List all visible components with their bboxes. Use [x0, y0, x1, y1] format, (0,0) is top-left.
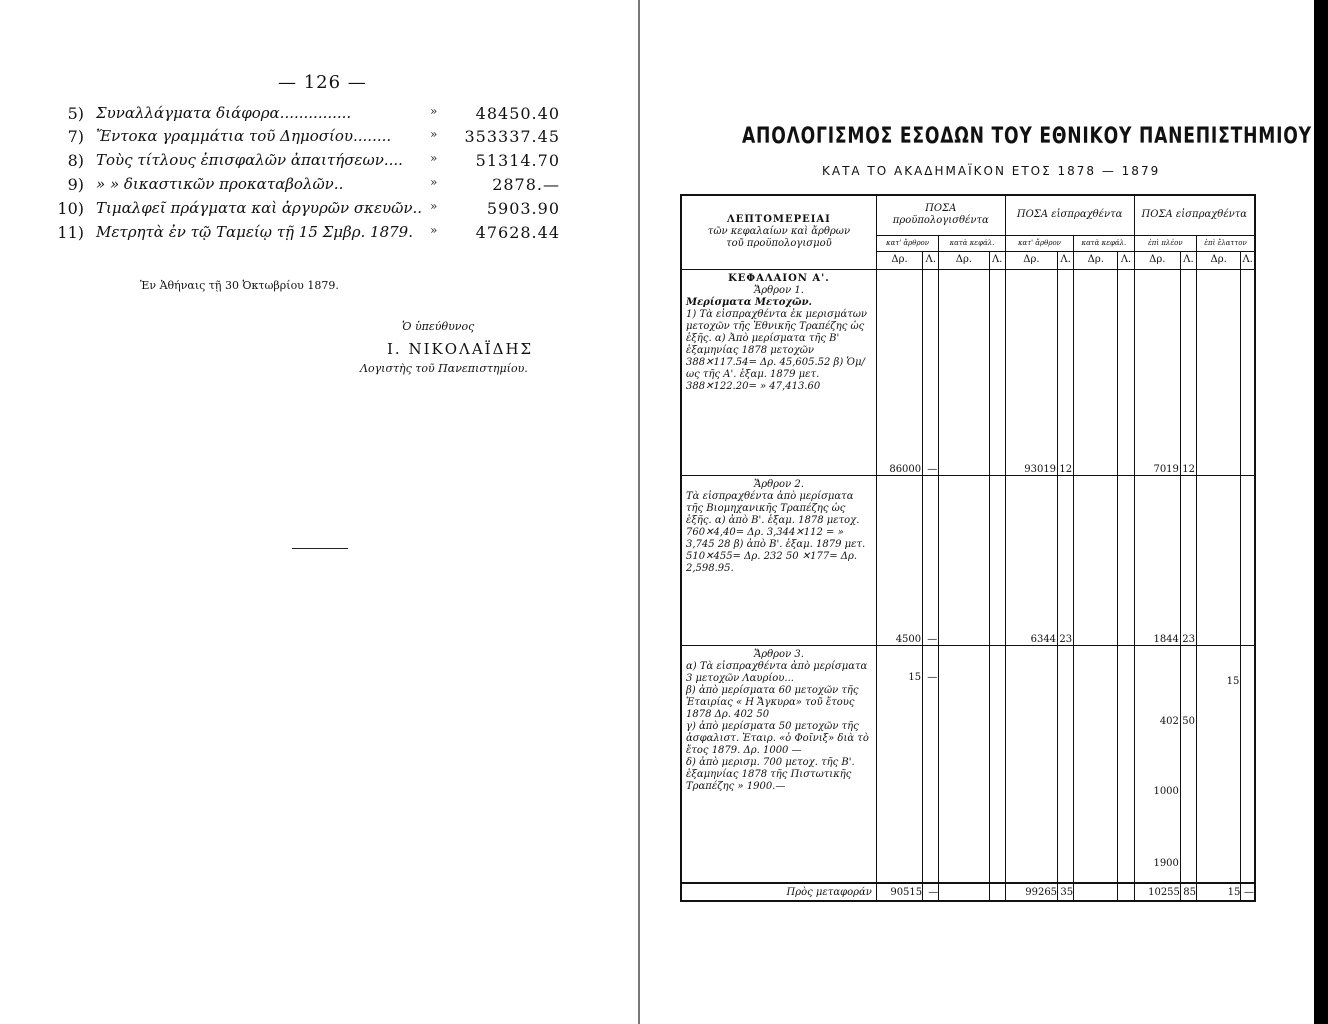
- budget-chapter-dr: [939, 645, 989, 883]
- article-text-b: β) ἀπὸ μερίσματα 60 μετοχῶν τῆς Ἑταιρίας « Η Ἄγκυρα» τοῦ ἔτους 1878 Δρ. 402 50: [686, 684, 859, 720]
- collected-dr: 6344: [1005, 475, 1057, 645]
- left-page: [0, 0, 640, 1024]
- article-text-c: γ) ἀπὸ μερίσματα 50 μετοχῶν τῆς ἀσφαλιστ. Ἑταιρ. «ὁ Φοῖνιξ» διὰ τὸ ἔτος 1879. Δρ. 1000 —: [686, 720, 869, 756]
- more-l: 23: [1180, 475, 1196, 645]
- more-dr: 7019: [1134, 269, 1180, 475]
- collected-l: 23: [1058, 475, 1074, 645]
- total-more-l: 85: [1180, 883, 1196, 901]
- collected-chapter-l: [1118, 645, 1134, 883]
- signatory-name: Ι. ΝΙΚΟΛΑΪΔΗΣ: [387, 340, 534, 358]
- sub-collected-article: κατ' ἄρθρον: [1005, 235, 1073, 251]
- total-less-l: —: [1241, 883, 1255, 901]
- more-spacer: [1136, 798, 1179, 858]
- more-spacer: [1136, 728, 1179, 786]
- total-more-dr: 10255: [1134, 883, 1180, 901]
- collected-chapter-dr: [1074, 645, 1118, 883]
- less-dr: 15: [1197, 645, 1241, 883]
- table-header-row: [681, 195, 1255, 235]
- less-dr: [1197, 269, 1241, 475]
- collected-l: [1058, 645, 1074, 883]
- header-desc-sub2: τοῦ προϋπολογισμοῦ: [726, 238, 832, 250]
- unit-l: Λ.: [1241, 251, 1255, 269]
- carry-forward-label: Πρὸς μεταφοράν: [681, 883, 876, 901]
- article-heading: Μερίσματα Μετοχῶν.: [686, 296, 812, 308]
- list-item: [40, 223, 600, 245]
- more-spacer: [1136, 646, 1179, 716]
- less-l: [1241, 645, 1255, 883]
- assets-list: [40, 104, 600, 244]
- page-title: ΑΠΟΛΟΓΙΣΜΟΣ ΕΣΟΔΩΝ ΤΟΥ ΕΘΝΙΚΟΥ ΠΑΝΕΠΙΣΤΗΜΙΟΥ: [742, 124, 1312, 149]
- more-l: 12: [1180, 269, 1196, 475]
- header-desc-sub1: τῶν κεφαλαίων καὶ ἄρθρων: [707, 226, 851, 238]
- collected-chapter-l: [1118, 475, 1134, 645]
- item-number: 9): [67, 175, 84, 194]
- unit-dr: Δρ.: [1005, 251, 1057, 269]
- budget-chapter-l: [989, 645, 1005, 883]
- article-text-a: α) Τὰ εἰσπραχθέντα ἀπὸ μερίσματα 3 μετοχῶν Λαυρίου...: [686, 660, 868, 684]
- budget-dr: 15: [876, 645, 922, 883]
- unit-dr: Δρ.: [1074, 251, 1118, 269]
- collected-chapter-l: [1118, 269, 1134, 475]
- page-subtitle: ΚΑΤΑ ΤΟ ΑΚΑΔΗΜΑΪΚΟΝ ΕΤΟΣ 1878 — 1879: [822, 164, 1161, 178]
- more-d-dr: 1900: [1153, 857, 1179, 869]
- place-date: Ἐν Ἀθήναις τῇ 30 Ὀκτωβρίου 1879.: [140, 279, 339, 292]
- sub-more: ἐπὶ πλέον: [1134, 235, 1196, 251]
- item-mark: »: [430, 175, 438, 189]
- unit-dr: Δρ.: [1134, 251, 1180, 269]
- collected-chapter-dr: [1074, 475, 1118, 645]
- article-3-description: [681, 645, 876, 883]
- sub-budget-article: κατ' ἄρθρον: [876, 235, 938, 251]
- item-number: 10): [57, 199, 84, 218]
- item-amount: 51314.70: [475, 151, 560, 170]
- total-collected-chapter-l: [1118, 883, 1134, 901]
- unit-dr: Δρ.: [876, 251, 922, 269]
- budget-chapter-l: [989, 475, 1005, 645]
- budget-l: —: [923, 645, 939, 883]
- more-spacer: [1182, 646, 1195, 716]
- collected-dr: 93019: [1005, 269, 1057, 475]
- item-mark: »: [430, 151, 438, 165]
- item-amount: 2878.—: [492, 175, 560, 194]
- article-text: 1) Τὰ εἰσπραχθέντα ἐκ μερισμάτων μετοχῶν τῆς Ἐθνικῆς Τραπέζης ὡς ἑξῆς. α) Ἀπὸ μερίσματα τῆς Β' ἑξαμηνίας 1878 μετοχῶν 388✕117.54= Δρ. 45,605.52 β) Ὁμ/ως τῆς Α'. ἑξαμ. 1879 μετ. 388✕122.20= » 47,413.60: [686, 308, 867, 392]
- item-text: Συναλλάγματα διάφορα...............: [96, 104, 352, 122]
- collected-chapter-dr: [1074, 269, 1118, 475]
- header-collected-diff: ΠΟΣΑ εἰσπραχθέντα: [1134, 195, 1255, 235]
- more-l: [1180, 645, 1196, 883]
- sub-collected-chapter: κατὰ κεφάλ.: [1074, 235, 1134, 251]
- total-budget-chapter-dr: [939, 883, 989, 901]
- item-number: 11): [57, 223, 84, 242]
- article-2-description: [681, 475, 876, 645]
- more-b-l: 50: [1182, 715, 1196, 727]
- item-text: Τιμαλφεῖ πράγματα καὶ ἀργυρῶν σκευῶν..: [96, 199, 423, 217]
- article-1-description: [681, 269, 876, 475]
- list-item: [40, 175, 600, 197]
- item-amount: 47628.44: [475, 223, 560, 242]
- item-text: Μετρητὰ ἐν τῷ Ταμείῳ τῇ 15 Σμβρ. 1879.: [96, 223, 413, 241]
- header-collected: ΠΟΣΑ εἰσπραχθέντα: [1005, 195, 1134, 235]
- table-row: [681, 269, 1255, 475]
- item-amount: 353337.45: [464, 127, 560, 146]
- total-less-dr: 15: [1197, 883, 1241, 901]
- collected-l: 12: [1058, 269, 1074, 475]
- divider: [292, 548, 348, 549]
- unit-dr: Δρ.: [1197, 251, 1241, 269]
- budget-dr: 86000: [876, 269, 922, 475]
- total-collected-chapter-dr: [1074, 883, 1118, 901]
- article-title: Ἄρθρον 1.: [753, 284, 804, 296]
- total-budget-l: —: [923, 883, 939, 901]
- item-mark: »: [430, 199, 438, 213]
- list-item: [40, 199, 600, 221]
- list-item: [40, 104, 600, 126]
- item-text: » » δικαστικῶν προκαταβολῶν..: [96, 175, 344, 193]
- totals-row: [681, 883, 1255, 901]
- header-budgeted: ΠΟΣΑ προϋπολογισθέντα: [876, 195, 1005, 235]
- list-item: [40, 127, 600, 149]
- more-b-dr: 402: [1159, 715, 1179, 727]
- budget-chapter-dr: [939, 475, 989, 645]
- more-dr: [1134, 645, 1180, 883]
- budget-l: —: [923, 475, 939, 645]
- budget-l: —: [923, 269, 939, 475]
- sub-budget-chapter: κατὰ κεφάλ.: [939, 235, 1005, 251]
- total-collected-l: 35: [1058, 883, 1074, 901]
- signatory-title: Λογιστὴς τοῦ Πανεπιστημίου.: [360, 362, 528, 375]
- page-number: — 126 —: [278, 72, 367, 93]
- more-dr: 1844: [1134, 475, 1180, 645]
- less-dr: [1197, 475, 1241, 645]
- article-title: Ἄρθρον 3.: [753, 648, 804, 660]
- unit-l: Λ.: [923, 251, 939, 269]
- item-text: Τοὺς τίτλους ἐπισφαλῶν ἀπαιτήσεων....: [96, 151, 403, 169]
- table-row: [681, 475, 1255, 645]
- item-amount: 48450.40: [475, 104, 560, 123]
- less-l: [1241, 269, 1255, 475]
- table-row: [681, 645, 1255, 883]
- item-amount: 5903.90: [486, 199, 560, 218]
- budget-dr: 4500: [876, 475, 922, 645]
- scan-edge: [1314, 0, 1328, 1024]
- item-text: Ἔντοκα γραμμάτια τοῦ Δημοσίου........: [96, 127, 392, 145]
- item-mark: »: [430, 223, 438, 237]
- list-item: [40, 151, 600, 173]
- article-title: Ἄρθρον 2.: [753, 478, 804, 490]
- article-text: Τὰ εἰσπραχθέντα ἀπὸ μερίσματα τῆς Βιομηχανικῆς Τραπέζης ὡς ἑξῆς. α) ἀπὸ Β'. ἑξαμ. 1878 μετοχ. 760✕4,40= Δρ. 3,344✕112 = » 3,745 28 β) ἀπὸ Β'. ἑξαμ. 1879 μετ. 510✕455= Δρ. 232 50 ✕177= Δρ. 2,598.95.: [686, 490, 866, 574]
- header-description: [681, 195, 876, 269]
- unit-l: Λ.: [1118, 251, 1134, 269]
- sub-less: ἐπὶ ἔλαττον: [1197, 235, 1255, 251]
- item-number: 7): [67, 127, 84, 146]
- item-number: 8): [67, 151, 84, 170]
- less-l: [1241, 475, 1255, 645]
- total-budget-dr: 90515: [876, 883, 922, 901]
- unit-l: Λ.: [1058, 251, 1074, 269]
- more-c-dr: 1000: [1153, 785, 1179, 797]
- chapter-heading: ΚΕΦΑΛΑΙΟΝ Α'.: [728, 272, 830, 284]
- article-text-d: δ) ἀπὸ μερισμ. 700 μετοχ. τῆς Β'. ἑξαμηνίας 1878 τῆς Πιστωτικῆς Τραπέζης » 1900.—: [686, 756, 855, 792]
- unit-l: Λ.: [989, 251, 1005, 269]
- budget-chapter-dr: [939, 269, 989, 475]
- unit-l: Λ.: [1180, 251, 1196, 269]
- responsible-label: Ὁ ὑπεύθυνος: [402, 320, 475, 333]
- total-collected-dr: 99265: [1005, 883, 1057, 901]
- budget-chapter-l: [989, 269, 1005, 475]
- unit-dr: Δρ.: [939, 251, 989, 269]
- item-number: 5): [67, 104, 84, 123]
- item-mark: »: [430, 104, 438, 118]
- header-desc-title: ΛΕΠΤΟΜΕΡΕΙΑΙ: [726, 214, 831, 226]
- collected-dr: [1005, 645, 1057, 883]
- total-budget-chapter-l: [989, 883, 1005, 901]
- item-mark: »: [430, 127, 438, 141]
- revenue-ledger-table: [680, 194, 1256, 902]
